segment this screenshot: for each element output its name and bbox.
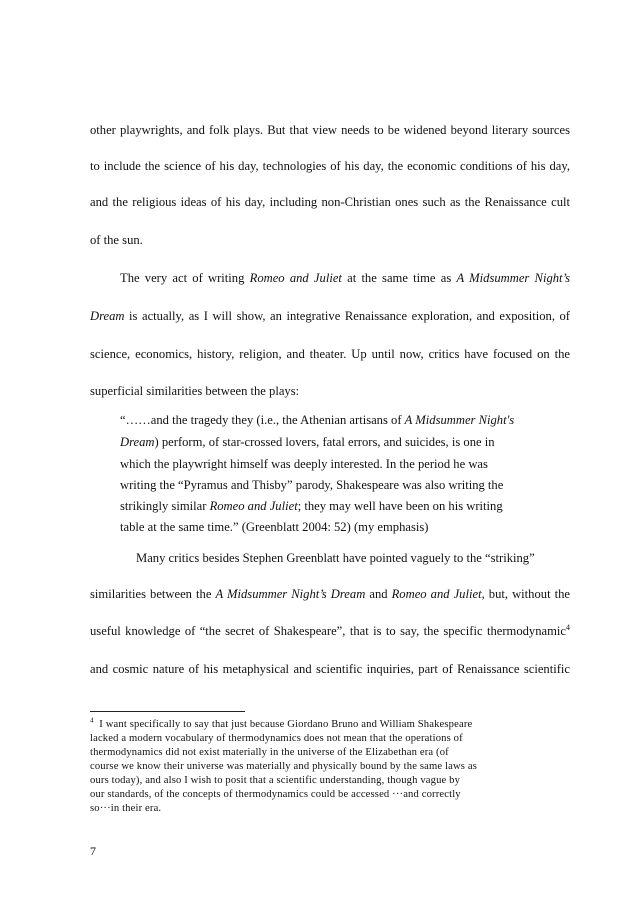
page-number: 7 [90, 844, 96, 858]
quote-line: “……and the tragedy they (i.e., the Athenian artisans of A Midsummer Night's [120, 413, 515, 427]
body-line: and the religious ideas of his day, including non-Christian ones such as the Renaissance cult [90, 195, 570, 209]
body-line: and cosmic nature of his metaphysical and scientific inquiries, part of Renaissance scientific [90, 662, 570, 676]
body-line: Many critics besides Stephen Greenblatt have pointed vaguely to the “striking” [136, 551, 535, 565]
body-line: to include the science of his day, technologies of his day, the economic conditions of his day, [90, 159, 570, 173]
footnote-line: thermodynamics did not exist materially in the universe of the Elizabethan era (of [90, 747, 449, 758]
quote-line: writing the “Pyramus and Thisby” parody, Shakespeare was also writing the [120, 478, 504, 492]
footnote-line: lacked a modern vocabulary of thermodynamics does not mean that the operations of [90, 733, 463, 744]
quote-line: Dream) perform, of star-crossed lovers, fatal errors, and suicides, is one in [120, 435, 495, 449]
body-line: science, economics, history, religion, and theater. Up until now, critics have focused on the [90, 347, 570, 361]
body-line: of the sun. [90, 233, 143, 247]
footnote-reference[interactable]: 4 [566, 622, 570, 632]
quote-line: which the playwright himself was deeply interested. In the period he was [120, 457, 488, 471]
body-line: useful knowledge of “the secret of Shakespeare”, that is to say, the specific thermodynamic$^4$ [90, 622, 570, 638]
quote-line: strikingly similar Romeo and Juliet; they may well have been on his writing [120, 499, 503, 513]
body-line: other playwrights, and folk plays. But that view needs to be widened beyond literary sources [90, 123, 570, 137]
footnote-marker: 4 [90, 716, 94, 725]
footnote-line: $^4$ I want specifically to say that just because Giordano Bruno and William Shakespeare [90, 716, 473, 730]
body-line: superficial similarities between the plays: [90, 384, 300, 398]
footnote-line: course we know their universe was materially and physically bound by the same laws as [90, 761, 477, 772]
body-line: similarities between the A Midsummer Night’s Dream and Romeo and Juliet, but, without the [90, 587, 571, 601]
body-line: The very act of writing Romeo and Juliet at the same time as A Midsummer Night’s [120, 271, 571, 285]
quote-line: table at the same time.” (Greenblatt 2004: 52) (my emphasis) [120, 520, 429, 534]
body-line: Dream is actually, as I will show, an integrative Renaissance exploration, and exposition, of [90, 309, 570, 323]
footnote-line: so···in their era. [90, 803, 162, 814]
footnote-line: ours today), and also I wish to posit that a scientific understanding, though vague by [90, 775, 461, 786]
footnote-line: our standards, of the concepts of thermodynamics could be accessed ···and correctly [90, 789, 461, 800]
footnote-separator [90, 711, 245, 712]
